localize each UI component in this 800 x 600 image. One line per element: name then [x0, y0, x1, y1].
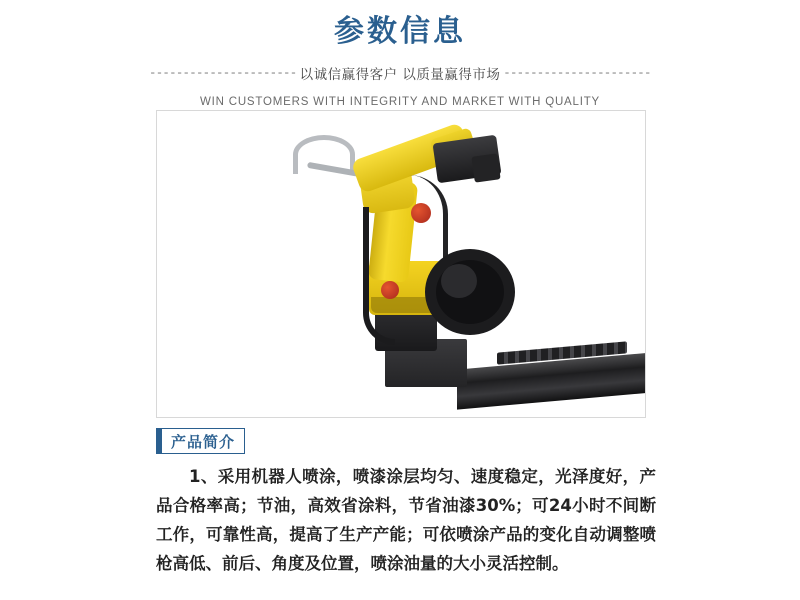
section-heading-label: 产品简介	[162, 428, 245, 454]
section-heading	[156, 428, 245, 454]
slogan-row	[0, 63, 800, 83]
red-joint-lower-shape	[381, 281, 399, 299]
hose-coil-inner-shape	[441, 264, 477, 298]
red-joint-upper-shape	[411, 203, 431, 223]
product-photo	[156, 110, 646, 418]
divider-dash-right: ----------------------	[503, 66, 651, 80]
end-effector-detail-shape	[471, 153, 500, 182]
page-header	[0, 0, 800, 108]
robot-arm-icon	[157, 111, 645, 417]
slogan-english: WIN CUSTOMERS WITH INTEGRITY AND MARKET WITH QUALITY	[199, 96, 601, 108]
divider-dash-left: ----------------------	[149, 66, 297, 80]
slogan-chinese: 以诚信赢得客户 以质量赢得市场	[299, 67, 501, 83]
page-title: 参数信息	[334, 14, 466, 49]
hose-left-shape	[363, 207, 395, 345]
product-description: 1、采用机器人喷涂，喷漆涂层均匀、速度稳定，光泽度好，产品合格率高；节油，高效省涂料，节省油漆30%；可24小时不间断工作，可靠性高，提高了生产产能；可依喷涂产品的变化自动调整喷枪高低、前后、角度及位置，喷涂油量的大小灵活控制。	[156, 467, 656, 573]
